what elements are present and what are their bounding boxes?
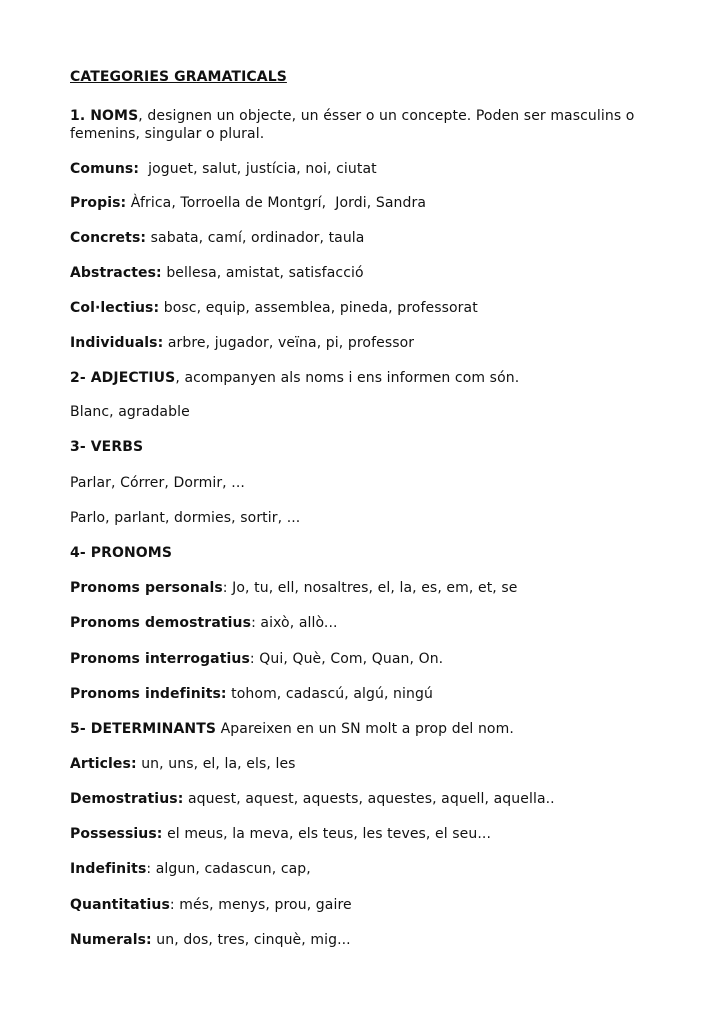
indefinits-line [70, 860, 670, 878]
demostratius-examples: aquest, aquest, aquests, aquestes, aquell, aquella.. [183, 791, 555, 807]
adjectius-examples: Blanc, agradable [70, 404, 190, 420]
quantitatius-examples: : més, menys, prou, gaire [169, 897, 352, 913]
pronoms-line [70, 544, 670, 562]
propis-label: Propis: [70, 195, 127, 211]
possessius-line [70, 825, 670, 843]
comuns-line [70, 160, 670, 178]
concrets-line [70, 229, 670, 247]
quantitatius-line [70, 896, 670, 914]
numerals-examples: un, dos, tres, cinquè, mig... [151, 932, 351, 948]
collectius-examples: bosc, equip, assemblea, pineda, professorat [159, 300, 478, 316]
pronoms-demostratius-line [70, 614, 670, 632]
pronoms-demostratius-examples: : això, allò... [251, 615, 338, 631]
possessius-label: Possessius: [70, 826, 163, 842]
pronoms-indefinits-label: Pronoms indefinits: [70, 686, 227, 702]
abstractes-examples: bellesa, amistat, satisfacció [161, 265, 364, 281]
noms-heading: 1. NOMS [70, 108, 139, 124]
indefinits-label: Indefinits [70, 861, 147, 877]
pronoms-interrogatius-line [70, 650, 670, 668]
pronoms-personals-line [70, 579, 670, 597]
concrets-examples: sabata, camí, ordinador, taula [146, 230, 365, 246]
collectius-label: Col·lectius: [70, 300, 160, 316]
articles-line [70, 755, 670, 773]
pronoms-demostratius-label: Pronoms demostratius [70, 615, 252, 631]
verbs-examples-1: Parlar, Córrer, Dormir, ... [70, 475, 245, 491]
indefinits-examples: : algun, cadascun, cap, [146, 861, 311, 877]
pronoms-personals-label: Pronoms personals [70, 580, 223, 596]
articles-examples: un, uns, el, la, els, les [136, 756, 296, 772]
possessius-examples: el meus, la meva, els teus, les teves, el seu... [162, 826, 492, 842]
pronoms-interrogatius-label: Pronoms interrogatius [70, 651, 250, 667]
pronoms-indefinits-examples: tohom, cadascú, algú, ningú [226, 686, 433, 702]
articles-label: Articles: [70, 756, 137, 772]
pronoms-personals-examples: : Jo, tu, ell, nosaltres, el, la, es, em, et, se [222, 580, 518, 596]
numerals-label: Numerals: [70, 932, 152, 948]
pronoms-indefinits-line [70, 685, 670, 703]
verbs-line [70, 438, 670, 456]
individuals-examples: arbre, jugador, veïna, pi, professor [163, 335, 415, 351]
demostratius-line [70, 790, 670, 808]
adjectius-line [70, 369, 670, 387]
demostratius-label: Demostratius: [70, 791, 184, 807]
abstractes-line [70, 264, 670, 282]
quantitatius-label: Quantitatius [70, 897, 170, 913]
verbs-examples-2: Parlo, parlant, dormies, sortir, ... [70, 510, 301, 526]
noms-paragraph [70, 107, 670, 143]
individuals-label: Individuals: [70, 335, 164, 351]
concrets-label: Concrets: [70, 230, 147, 246]
adjectius-heading: 2- ADJECTIUS [70, 370, 176, 386]
adjectius-definition: , acompanyen als noms i ens informen com són. [175, 370, 520, 386]
determinants-definition: Apareixen en un SN molt a prop del nom. [216, 721, 514, 737]
numerals-line [70, 931, 670, 949]
verbs-heading: 3- VERBS [70, 439, 144, 455]
propis-examples: Àfrica, Torroella de Montgrí, Jordi, Sandra [126, 195, 426, 211]
noms-definition: , designen un objecte, un ésser o un concepte. Poden ser masculins o femenins, singular o plural. [70, 108, 640, 142]
comuns-label: Comuns: [70, 161, 140, 177]
propis-line [70, 194, 670, 212]
pronoms-heading: 4- PRONOMS [70, 545, 173, 561]
determinants-line [70, 720, 670, 738]
collectius-line [70, 299, 670, 317]
determinants-heading: 5- DETERMINANTS [70, 721, 217, 737]
pronoms-interrogatius-examples: : Qui, Què, Com, Quan, On. [249, 651, 444, 667]
comuns-examples: joguet, salut, justícia, noi, ciutat [139, 161, 377, 177]
document-title: CATEGORIES GRAMATICALS [70, 69, 287, 85]
abstractes-label: Abstractes: [70, 265, 162, 281]
individuals-line [70, 334, 670, 352]
